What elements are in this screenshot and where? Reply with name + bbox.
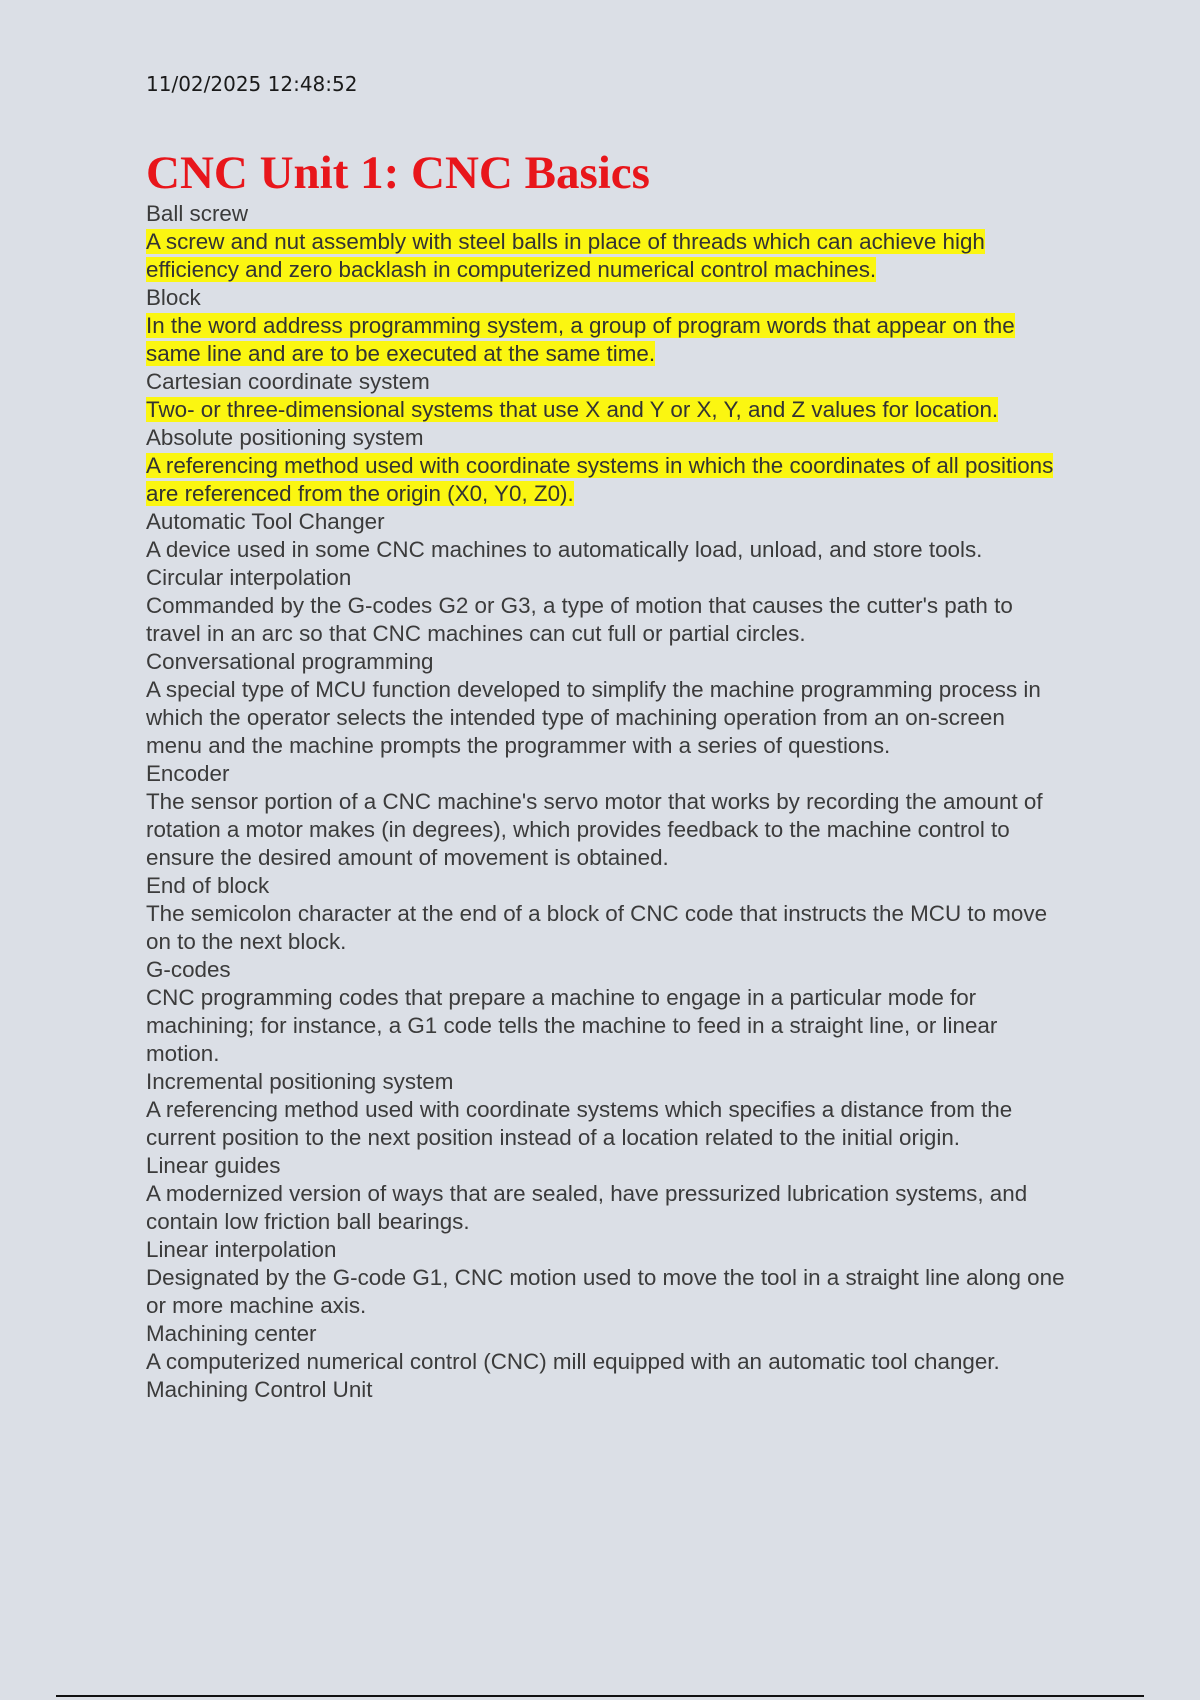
glossary-definition: A special type of MCU function developed to simplify the machine programming process in which the operator selects the intended type of machining operation from an on-screen menu and the machine prompts the programmer with a series of questions.	[146, 677, 1041, 758]
glossary-definition	[146, 228, 1066, 284]
glossary-entry	[146, 760, 1066, 872]
glossary-term: Linear guides	[146, 1153, 281, 1178]
glossary-term: Encoder	[146, 761, 230, 786]
glossary-definition	[146, 312, 1066, 368]
glossary-entry	[146, 1320, 1066, 1376]
glossary-definition	[146, 396, 1066, 424]
glossary-entry	[146, 1068, 1066, 1152]
glossary-definition	[146, 452, 1066, 508]
glossary-term: Conversational programming	[146, 649, 434, 674]
glossary-term: Incremental positioning system	[146, 1069, 454, 1094]
glossary-definition: CNC programming codes that prepare a machine to engage in a particular mode for machining; for instance, a G1 code tells the machine to feed in a straight line, or linear motion.	[146, 985, 998, 1066]
glossary-term: End of block	[146, 873, 270, 898]
glossary-term: Machining Control Unit	[146, 1377, 373, 1402]
highlighted-text: In the word address programming system, a group of program words that appear on the same line and are to be executed at the same time.	[146, 313, 1015, 366]
glossary-entry	[146, 564, 1066, 648]
page-title: CNC Unit 1: CNC Basics	[146, 147, 650, 199]
glossary-definition: The semicolon character at the end of a block of CNC code that instructs the MCU to move on to the next block.	[146, 901, 1048, 954]
glossary-entry	[146, 1152, 1066, 1236]
glossary-entry	[146, 200, 1066, 284]
glossary-entry	[146, 284, 1066, 368]
glossary-term: Linear interpolation	[146, 1237, 337, 1262]
timestamp: 11/02/2025 12:48:52	[146, 72, 358, 96]
glossary-list	[146, 200, 1066, 1404]
glossary-entry	[146, 1376, 1066, 1404]
glossary-definition: A modernized version of ways that are sealed, have pressurized lubrication systems, and contain low friction ball bearings.	[146, 1181, 1028, 1234]
glossary-definition: The sensor portion of a CNC machine's servo motor that works by recording the amount of rotation a motor makes (in degrees), which provides feedback to the machine control to ensure the desired amount of movement is obtained.	[146, 789, 1043, 870]
highlighted-text: A referencing method used with coordinate systems in which the coordinates of all positions are referenced from the origin (X0, Y0, Z0).	[146, 453, 1054, 506]
glossary-definition: A computerized numerical control (CNC) mill equipped with an automatic tool changer.	[146, 1349, 1000, 1374]
glossary-entry	[146, 508, 1066, 564]
glossary-definition: A device used in some CNC machines to automatically load, unload, and store tools.	[146, 537, 983, 562]
glossary-definition: Commanded by the G-codes G2 or G3, a type of motion that causes the cutter's path to travel in an arc so that CNC machines can cut full or partial circles.	[146, 593, 1013, 646]
glossary-entry	[146, 648, 1066, 760]
glossary-entry	[146, 424, 1066, 508]
glossary-term: Automatic Tool Changer	[146, 509, 385, 534]
glossary-term: G-codes	[146, 957, 231, 982]
page-bottom-rule	[56, 1695, 1144, 1697]
highlighted-text: Two- or three-dimensional systems that use X and Y or X, Y, and Z values for location.	[146, 397, 999, 422]
glossary-definition: Designated by the G-code G1, CNC motion used to move the tool in a straight line along one or more machine axis.	[146, 1265, 1065, 1318]
glossary-term: Machining center	[146, 1321, 317, 1346]
glossary-term: Block	[146, 285, 201, 310]
glossary-term: Absolute positioning system	[146, 425, 424, 450]
glossary-entry	[146, 872, 1066, 956]
glossary-definition: A referencing method used with coordinate systems which specifies a distance from the current position to the next position instead of a location related to the initial origin.	[146, 1097, 1013, 1150]
glossary-entry	[146, 368, 1066, 424]
glossary-entry	[146, 1236, 1066, 1320]
glossary-term: Circular interpolation	[146, 565, 352, 590]
highlighted-text: A screw and nut assembly with steel balls in place of threads which can achieve high efficiency and zero backlash in computerized numerical control machines.	[146, 229, 985, 282]
glossary-term: Cartesian coordinate system	[146, 369, 430, 394]
glossary-entry	[146, 956, 1066, 1068]
glossary-term: Ball screw	[146, 201, 249, 226]
